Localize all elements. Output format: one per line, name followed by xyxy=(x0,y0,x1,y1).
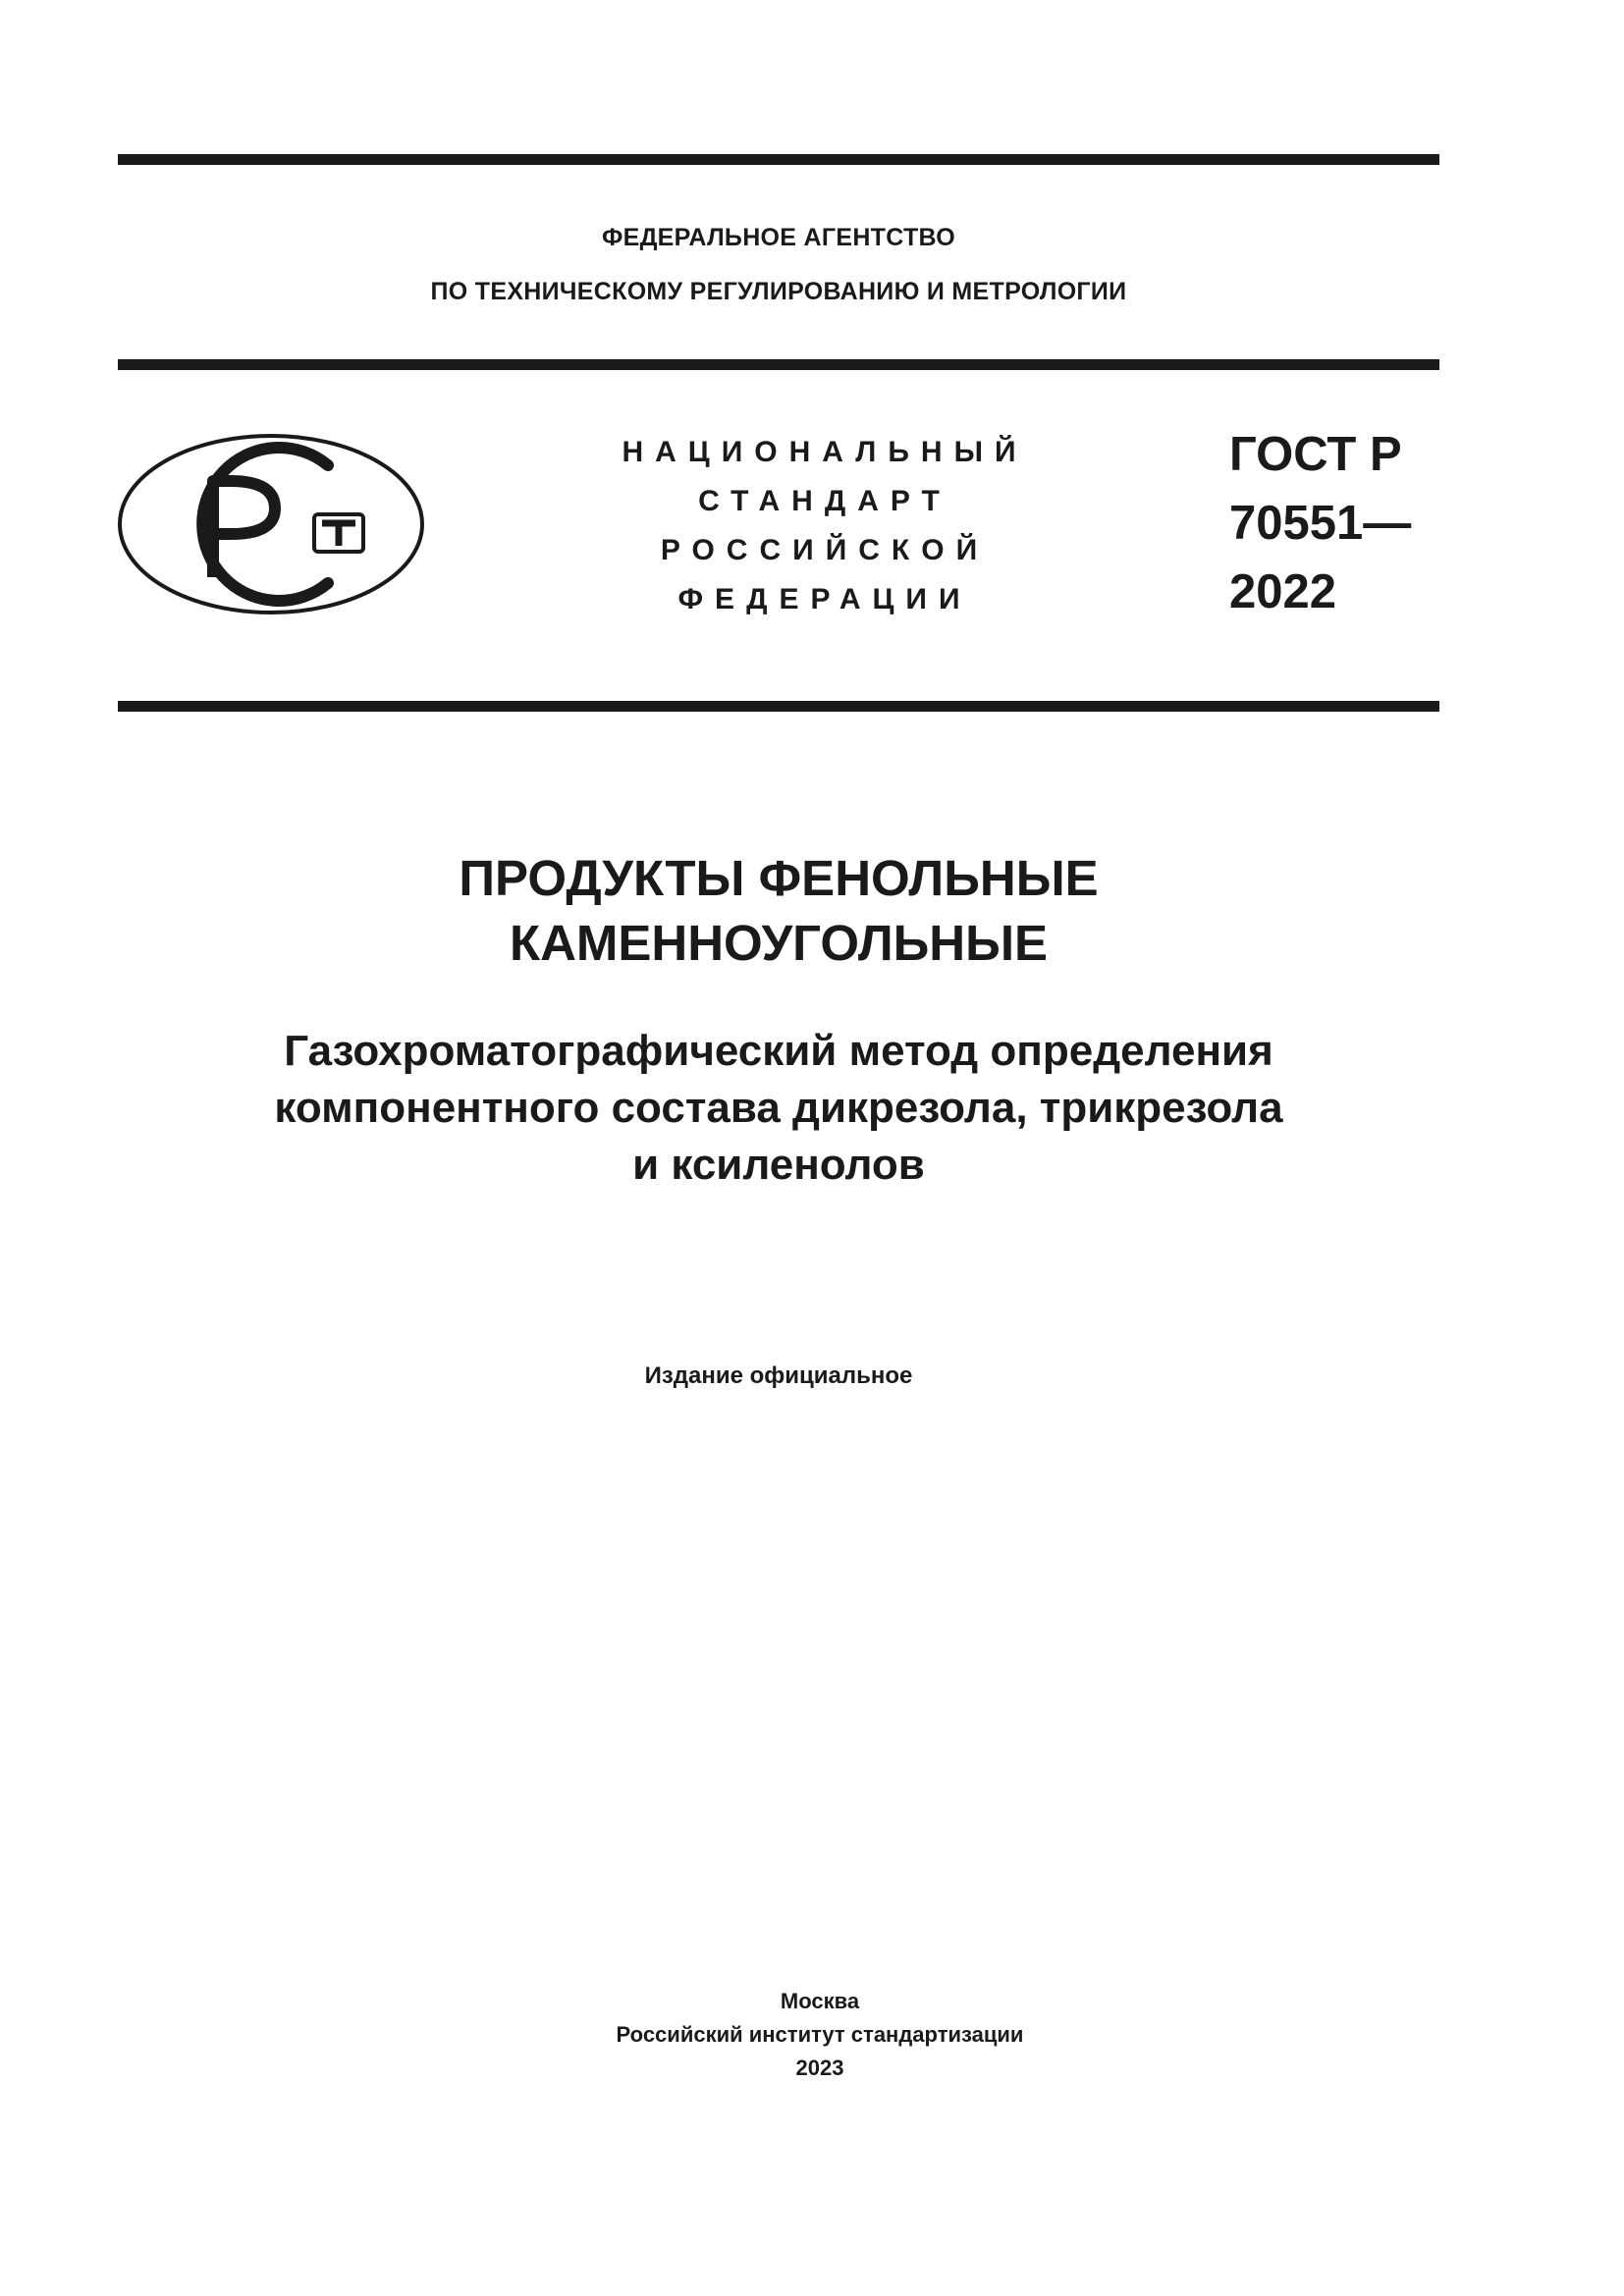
designation-line1: ГОСТ Р xyxy=(1229,428,1402,481)
standard-type-line3: РОССИЙСКОЙ xyxy=(660,534,990,566)
rst-certification-logo-icon xyxy=(116,428,430,620)
standard-type-line1: НАЦИОНАЛЬНЫЙ xyxy=(622,436,1028,468)
title-line1: ПРОДУКТЫ ФЕНОЛЬНЫЕ xyxy=(459,850,1099,906)
publisher-institute: Российский институт стандартизации xyxy=(616,2022,1024,2047)
standard-type-line4: ФЕДЕРАЦИИ xyxy=(677,583,972,615)
bottom-rule xyxy=(118,701,1439,712)
subtitle-line2: компонентного состава дикрезола, трикрезола xyxy=(274,1084,1283,1132)
document-title xyxy=(0,846,1557,976)
publisher-block xyxy=(0,1985,1624,2085)
subtitle-line1: Газохроматографический метод определения xyxy=(284,1027,1273,1075)
publisher-city: Москва xyxy=(780,1989,860,2013)
standard-designation xyxy=(1229,420,1411,626)
designation-line3: 2022 xyxy=(1229,565,1337,618)
agency-name-line2: ПО ТЕХНИЧЕСКОМУ РЕГУЛИРОВАНИЮ И МЕТРОЛОГИИ xyxy=(430,278,1127,305)
publication-year: 2023 xyxy=(795,2056,844,2080)
designation-line2: 70551— xyxy=(1229,497,1412,550)
standard-type-label xyxy=(579,428,1070,624)
title-line2: КАМЕННОУГОЛЬНЫЕ xyxy=(509,915,1049,971)
standard-type-line2: СТАНДАРТ xyxy=(698,485,951,517)
agency-name-line1: ФЕДЕРАЛЬНОЕ АГЕНТСТВО xyxy=(601,224,956,251)
middle-rule xyxy=(118,359,1439,370)
document-subtitle xyxy=(0,1023,1557,1194)
top-rule xyxy=(118,154,1439,165)
edition-label: Издание официальное xyxy=(644,1362,913,1389)
subtitle-line3: и ксиленолов xyxy=(632,1141,925,1189)
